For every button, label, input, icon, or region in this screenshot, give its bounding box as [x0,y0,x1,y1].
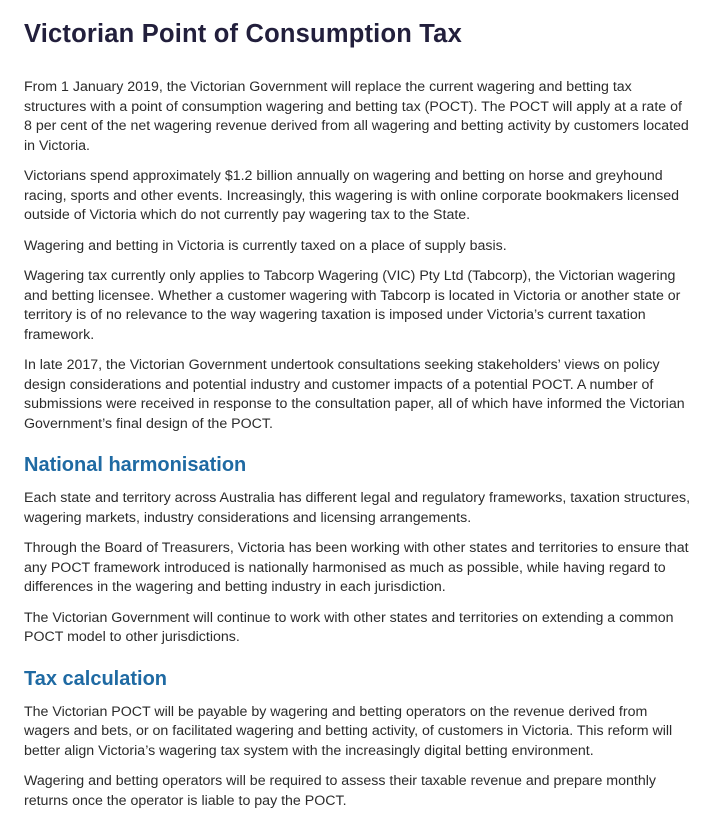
paragraph: Each state and territory across Australia has different legal and regulatory frameworks, taxation structures, wagering markets, industry considerations and licensing arrangements. [24,490,691,526]
page-title: Victorian Point of Consumption Tax [24,20,462,48]
paragraph: Through the Board of Treasurers, Victoria has been working with other states and territories to ensure that any POCT framework introduced is nationally harmonised as much as possible, while having regard to differences in the wagering and betting industry in each jurisdiction. [24,540,689,595]
paragraph: The Victorian Government will continue to work with other states and territories on extending a common POCT model to other jurisdictions. [24,609,674,645]
paragraph: Victorians spend approximately $1.2 billion annually on wagering and betting on horse and greyhound racing, sports and other events. Increasingly, this wagering is with online corporate bookmakers licensed outside of Victoria which do not currently pay wagering tax to the State. [24,168,680,223]
national-harmonisation-section [24,451,692,648]
paragraph: Wagering and betting operators will be required to assess their taxable revenue and prepare monthly returns once the operator is liable to pay the POCT. [24,773,656,809]
paragraph: In late 2017, the Victorian Government undertook consultations seeking stakeholders’ views on policy design considerations and potential industry and customer impacts of a potential POCT. A number of submissions were received in response to the consultation paper, all of which have informed the Victorian Government’s final design of the POCT. [24,357,685,432]
paragraph: Wagering and betting in Victoria is currently taxed on a place of supply basis. [24,237,507,254]
article [24,0,692,811]
paragraph: The Victorian POCT will be payable by wagering and betting operators on the revenue derived from wagers and bets, or on facilitated wagering and betting activity, of customers in Victoria. This reform will better align Victoria’s wagering tax system with the increasingly digital betting environment. [24,703,673,759]
intro-section [24,78,692,434]
section-heading: Tax calculation [24,667,168,690]
paragraph: Wagering tax currently only applies to Tabcorp Wagering (VIC) Pty Ltd (Tabcorp), the Victorian wagering and betting licensee. Whether a customer wagering with Tabcorp is located in Victoria or another state or territory is of no relevance to the way wagering taxation is imposed under Victoria’s current taxation framework. [24,268,681,343]
tax-calculation-section [24,665,692,812]
section-heading: National harmonisation [24,454,247,476]
paragraph: From 1 January 2019, the Victorian Government will replace the current wagering and betting tax structures with a point of consumption wagering and betting tax (POCT). The POCT will apply at a rate of 8 per cent of the net wagering revenue derived from all wagering and betting activity by customers located in Victoria. [24,79,689,154]
